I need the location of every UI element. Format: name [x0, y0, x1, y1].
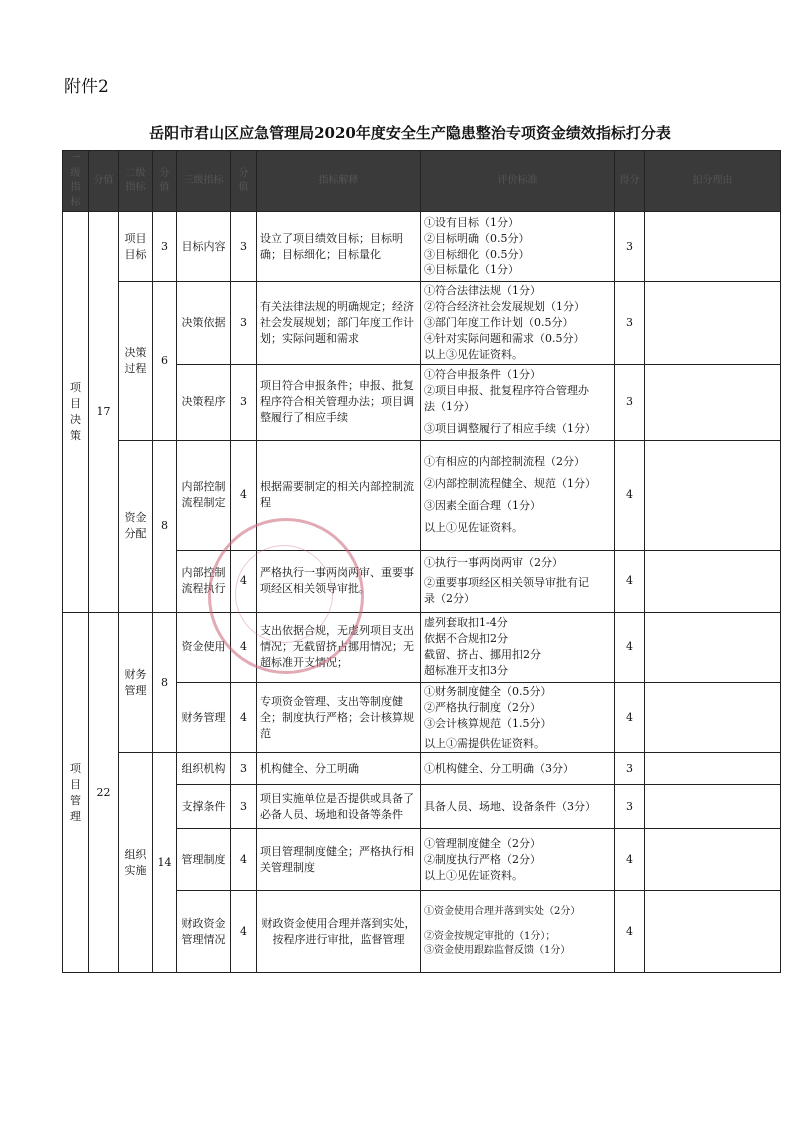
score-cell: 4 — [615, 891, 645, 973]
header-desc: 指标解释 — [257, 151, 421, 212]
criteria-line: ②符合经济社会发展规划（1分） — [424, 299, 585, 313]
table-row — [63, 612, 781, 682]
s3-cell: 4 — [231, 612, 257, 682]
criteria-cell — [421, 753, 615, 785]
criteria-line: 以上①见佐证资料。 — [424, 521, 523, 535]
criteria-line: ②制度执行严格（2分） — [424, 852, 541, 866]
score-cell: 3 — [615, 282, 645, 365]
s2-cell: 3 — [153, 212, 177, 282]
header-s3: 分值 — [231, 151, 257, 212]
criteria-line: ①管理制度健全（2分） — [424, 837, 541, 851]
criteria-line: ②内部控制流程健全、规范（1分） — [424, 477, 596, 491]
criteria-line: ②资金按规定审批的（1分）； — [424, 930, 556, 942]
desc-cell: 设立了项目绩效目标；目标明确；目标细化；目标量化 — [257, 212, 421, 282]
desc-cell: 根据需要制定的相关内部控制流程 — [257, 440, 421, 550]
desc-cell: 项目符合申报条件；申报、批复程序符合相关管理办法；项目调整履行了相应手续 — [257, 364, 421, 440]
criteria-line: 截留、挤占、挪用扣2分 — [424, 648, 541, 662]
criteria-line: 录（2分） — [424, 592, 475, 606]
l3-cell: 财务管理 — [177, 682, 231, 753]
criteria-cell — [421, 550, 615, 612]
criteria-line: ①符合法律法规（1分） — [424, 284, 541, 297]
s1-project-decision: 17 — [89, 212, 119, 613]
l3-cell: 财政资金管理情况 — [177, 891, 231, 973]
criteria-line: ②目标明确（0.5分） — [424, 231, 530, 245]
header-row — [63, 151, 781, 212]
s1-project-management: 22 — [89, 612, 119, 973]
criteria-line: ④针对实际问题和需求（0.5分） — [424, 331, 585, 345]
reason-cell — [645, 282, 781, 365]
s3-cell: 4 — [231, 550, 257, 612]
s3-cell: 4 — [231, 891, 257, 973]
criteria-cell — [421, 282, 615, 365]
criteria-line: ③资金使用跟踪监督反馈（1分） — [424, 945, 571, 957]
score-cell: 3 — [615, 212, 645, 282]
reason-cell — [645, 612, 781, 682]
criteria-line: ①设有目标（1分） — [424, 215, 519, 229]
criteria-line: ①财务制度健全（0.5分） — [424, 684, 552, 698]
criteria-line: ②项目申报、批复程序符合管理办 — [424, 384, 589, 398]
table-row — [63, 753, 781, 785]
reason-cell — [645, 364, 781, 440]
attachment-label: 附件2 — [64, 77, 109, 97]
criteria-line: ②重要事项经区相关领导审批有记 — [424, 576, 589, 590]
l3-cell: 目标内容 — [177, 212, 231, 282]
header-score: 得分 — [615, 151, 645, 212]
desc-cell: 专项资金管理、支出等制度健全；制度执行严格；会计核算规范 — [257, 682, 421, 753]
score-cell: 4 — [615, 440, 645, 550]
score-cell: 4 — [615, 682, 645, 753]
header-reason: 扣分理由 — [645, 151, 781, 212]
criteria-line: ③会计核算规范（1.5分） — [424, 716, 552, 730]
header-l1: 一级指标 — [63, 151, 89, 212]
criteria-cell — [421, 212, 615, 282]
score-cell: 3 — [615, 753, 645, 785]
score-cell: 4 — [615, 612, 645, 682]
score-cell: 3 — [615, 364, 645, 440]
criteria-line: ③目标细化（0.5分） — [424, 247, 530, 261]
criteria-cell — [421, 682, 615, 753]
desc-cell: 项目实施单位是否提供或具备了必备人员、场地和设备等条件 — [257, 785, 421, 829]
criteria-line: ②严格执行制度（2分） — [424, 700, 541, 714]
criteria-cell — [421, 829, 615, 891]
s3-cell: 4 — [231, 682, 257, 753]
table-row — [63, 440, 781, 550]
criteria-line: 法（1分） — [424, 400, 475, 414]
s2-cell: 8 — [153, 440, 177, 612]
header-criteria: 评价标准 — [421, 151, 615, 212]
criteria-line: 以上①见佐证资料。 — [424, 868, 523, 882]
header-s2: 分值 — [153, 151, 177, 212]
page-title: 岳阳市君山区应急管理局2020年度安全生产隐患整治专项资金绩效指标打分表 — [149, 124, 671, 142]
criteria-cell — [421, 364, 615, 440]
l3-cell: 管理制度 — [177, 829, 231, 891]
l2-cell: 组织实施 — [119, 753, 153, 973]
l3-cell: 决策依据 — [177, 282, 231, 365]
l3-cell: 支撑条件 — [177, 785, 231, 829]
l2-cell: 财务管理 — [119, 612, 153, 753]
criteria-line: 超标准开支扣3分 — [424, 664, 508, 678]
criteria-line: ③因素全面合理（1分） — [424, 499, 541, 513]
criteria-cell — [421, 891, 615, 973]
reason-cell — [645, 753, 781, 785]
l3-cell: 决策程序 — [177, 364, 231, 440]
criteria-line: 虚列套取扣1-4分 — [424, 616, 508, 630]
s3-cell: 3 — [231, 364, 257, 440]
s3-cell: 4 — [231, 440, 257, 550]
s3-cell: 3 — [231, 785, 257, 829]
criteria-line: ①资金使用合理并落到实处（2分） — [424, 906, 581, 918]
l3-cell: 资金使用 — [177, 612, 231, 682]
header-l2: 二级指标 — [119, 151, 153, 212]
s3-cell: 3 — [231, 282, 257, 365]
s2-cell: 14 — [153, 753, 177, 973]
criteria-line: ①机构健全、分工明确（3分） — [424, 761, 574, 775]
table-row — [63, 212, 781, 282]
header-l3: 三级指标 — [177, 151, 231, 212]
l2-cell: 决策过程 — [119, 282, 153, 441]
criteria-line: ④目标量化（1分） — [424, 263, 519, 277]
reason-cell — [645, 785, 781, 829]
criteria-line: ①有相应的内部控制流程（2分） — [424, 455, 585, 469]
s3-cell: 3 — [231, 212, 257, 282]
criteria-line: ③部门年度工作计划（0.5分） — [424, 315, 574, 329]
l3-cell: 内部控制流程执行 — [177, 550, 231, 612]
criteria-line: 以上①需提供佐证资料。 — [424, 736, 545, 750]
desc-cell: 机构健全、分工明确 — [257, 753, 421, 785]
score-table — [62, 150, 781, 973]
l1-project-management: 项目管理 — [63, 612, 89, 973]
reason-cell — [645, 550, 781, 612]
table-row — [63, 282, 781, 365]
reason-cell — [645, 212, 781, 282]
reason-cell — [645, 682, 781, 753]
header-s1: 分值 — [89, 151, 119, 212]
desc-cell: 项目管理制度健全；严格执行相关管理制度 — [257, 829, 421, 891]
desc-cell: 财政资金使用合理并落到实处，按程序进行审批，监督管理 — [257, 891, 421, 973]
l2-cell: 项目目标 — [119, 212, 153, 282]
desc-cell: 支出依据合规，无虚列项目支出情况；无截留挤占挪用情况；无超标准开支情况； — [257, 612, 421, 682]
desc-cell: 严格执行一事两岗两审、重要事项经区相关领导审批。 — [257, 550, 421, 612]
l2-cell: 资金分配 — [119, 440, 153, 612]
criteria-line: 以上③见佐证资料。 — [424, 347, 523, 361]
criteria-line: ①执行一事两岗两审（2分） — [424, 556, 563, 570]
l1-project-decision: 项目决策 — [63, 212, 89, 613]
score-cell: 3 — [615, 785, 645, 829]
s2-cell: 8 — [153, 612, 177, 753]
score-cell: 4 — [615, 829, 645, 891]
l3-cell: 组织机构 — [177, 753, 231, 785]
l3-cell: 内部控制流程制定 — [177, 440, 231, 550]
criteria-line: ①符合申报条件（1分） — [424, 368, 541, 382]
reason-cell — [645, 891, 781, 973]
criteria-line: 依据不合规扣2分 — [424, 632, 508, 646]
s3-cell: 4 — [231, 829, 257, 891]
criteria-line: ③项目调整履行了相应手续（1分） — [424, 422, 596, 436]
criteria-cell — [421, 785, 615, 829]
s3-cell: 3 — [231, 753, 257, 785]
score-cell: 4 — [615, 550, 645, 612]
criteria-cell — [421, 612, 615, 682]
criteria-line: 具备人员、场地、设备条件（3分） — [424, 799, 596, 813]
s2-cell: 6 — [153, 282, 177, 441]
reason-cell — [645, 440, 781, 550]
reason-cell — [645, 829, 781, 891]
criteria-cell — [421, 440, 615, 550]
desc-cell: 有关法律法规的明确规定；经济社会发展规划；部门年度工作计划；实际问题和需求 — [257, 282, 421, 365]
